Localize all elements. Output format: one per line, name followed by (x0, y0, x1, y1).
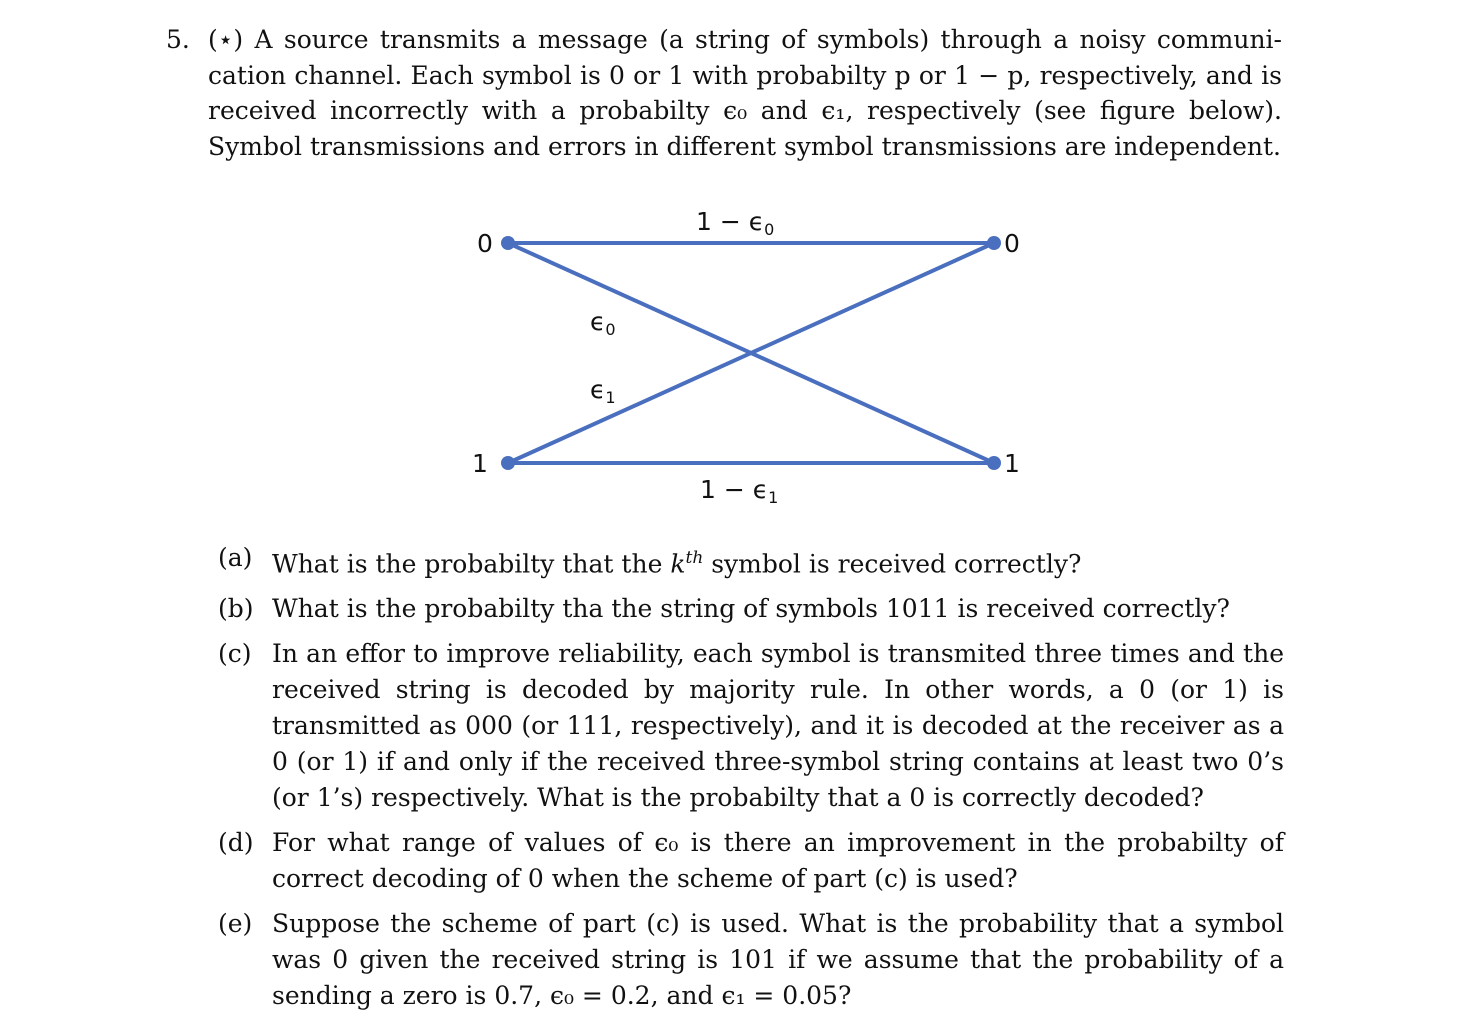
part-a-sup: th (685, 548, 704, 568)
cross-up-label (590, 375, 616, 407)
cross-up-label-symbol: ϵ (590, 375, 606, 404)
bottom-edge-label-text: 1 − ϵ (700, 475, 769, 504)
part-a-text-before: What is the probabilty that the (272, 549, 671, 579)
node-output-0 (987, 236, 1001, 250)
part-text: Suppose the scheme of part (c) is used. What is the probability that a symbol was 0 given the received string is 101 if we assume that the probability of a sending a zero is 0.7, ϵ₀ = 0.2, and ϵ₁ = 0.05? (272, 909, 1284, 1011)
part-text: What is the probabilty tha the string of symbols 1011 is received correctly? (272, 594, 1230, 624)
problem-5 (166, 22, 1286, 164)
channel-lines (450, 198, 1050, 518)
top-edge-label-text: 1 − ϵ (696, 207, 765, 236)
node-input-0 (501, 236, 515, 250)
part-marker: (c) (218, 639, 252, 669)
problem-intro-text: (⋆) A source transmits a message (a string of symbols) through a noisy communication channel. Each symbol is 0 or 1 with probabilty p or 1 − p, respectively, and is received incorrectly with a probabilty ϵ₀ and ϵ₁, respectively (see figure below). Symbol transmissions and errors in different symbol transmissions are independent. (208, 25, 1282, 161)
cross-down-label (590, 307, 616, 339)
part-a-var: k (670, 549, 686, 579)
part-e (218, 906, 1284, 1014)
part-text (272, 540, 1284, 582)
top-edge-label (696, 207, 775, 239)
part-text: In an effor to improve reliability, each symbol is transmited three times and the received string is decoded by majority rule. In other words, a 0 (or 1) is transmitted as 000 (or 111, respectively), and it is decoded at the receiver as a 0 (or 1) if and only if the received three-symbol string contains at least two 0’s (or 1’s) respectively. What is the probabilty that a 0 is correctly decoded? (272, 639, 1284, 813)
problem-statement (166, 22, 1286, 164)
top-edge-label-sub: 0 (764, 220, 775, 239)
part-marker: (b) (218, 594, 254, 624)
part-marker: (e) (218, 909, 253, 939)
question-parts (218, 540, 1284, 1023)
node-output-1 (987, 456, 1001, 470)
node-input-1 (501, 456, 515, 470)
input-label-0: 0 (477, 229, 493, 258)
output-label-1: 1 (1004, 449, 1020, 478)
part-a (218, 540, 1284, 582)
problem-number: 5. (166, 25, 190, 54)
cross-up-label-sub: 1 (605, 388, 616, 407)
part-a-text-after: symbol is received correctly? (703, 549, 1082, 579)
binary-channel-diagram (450, 198, 1050, 518)
bottom-edge-label-sub: 1 (768, 488, 779, 507)
output-label-0: 0 (1004, 229, 1020, 258)
input-label-1: 1 (472, 449, 488, 478)
part-d (218, 825, 1284, 897)
part-marker: (a) (218, 543, 253, 572)
part-marker: (d) (218, 828, 254, 858)
part-b (218, 591, 1284, 627)
bottom-edge-label (700, 475, 779, 507)
part-c (218, 636, 1284, 816)
cross-down-label-symbol: ϵ (590, 307, 606, 336)
cross-down-label-sub: 0 (605, 320, 616, 339)
part-text: For what range of values of ϵ₀ is there an improvement in the probabilty of correct decoding of 0 when the scheme of part (c) is used? (272, 828, 1284, 894)
